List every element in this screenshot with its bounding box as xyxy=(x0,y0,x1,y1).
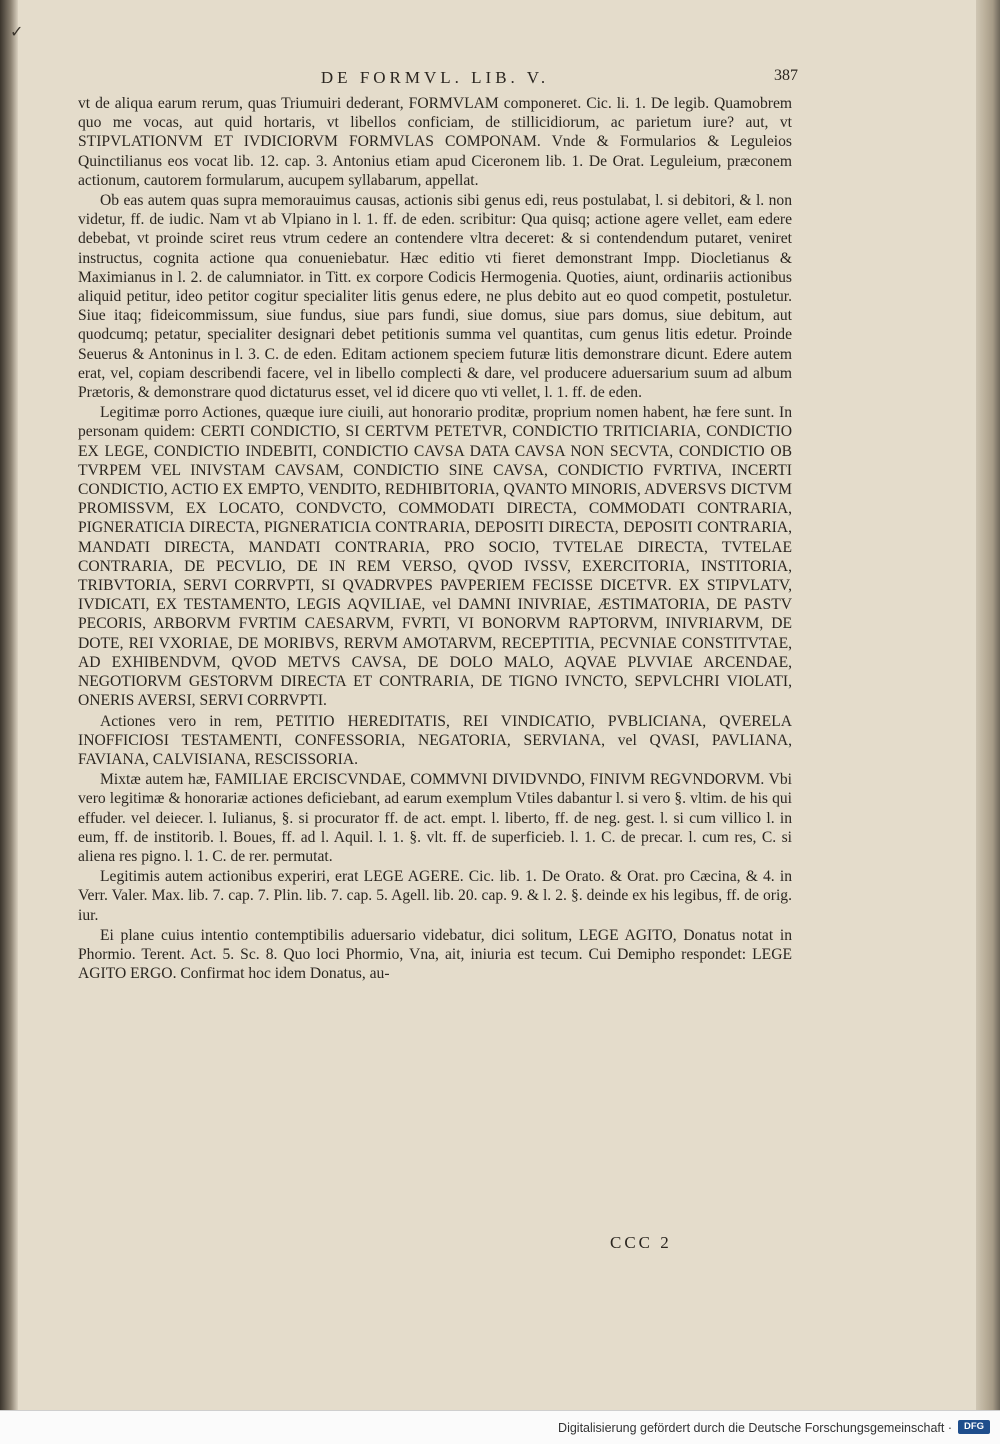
funding-credit: Digitalisierung gefördert durch die Deutsche Forschungsgemeinschaft · xyxy=(558,1421,952,1435)
paragraph: Ob eas autem quas supra memorauimus causas, actionis sibi genus edi, reus postulabat, l. si debitori, & l. non videtur, ff. de iudic. Nam vt ab Vlpiano in l. 1. ff. de eden. scribitur: Qua quisq; actione agere vellet, eam edere debebat, vt proinde sciret reus vtrum cedere an contendere vltra deceret: & si contendendum putaret, veniret instructus, cognita actione qua conueniebatur. Hæc editio vti fieret demonstrant Impp. Diocletianus & Maximianus in l. 2. de calumniator. in Titt. ex corpore Codicis Hermogenia. Quoties, aiunt, ordinariis actionibus aliquid petitur, ideo petitor cogitur specialiter litis genus edere, ne plus debito aut eo quod competit, postuletur. Siue itaq; fideicommissum, siue fundus, siue pars fundi, siue domus, siue pars domus, siue debitum, aut quodcumq; petatur, specialiter designari debet petitionis summa vel quantitas, cum genus litis edetur. Proinde Seuerus & Antoninus in l. 3. C. de eden. Editam actionem speciem futuræ litis demonstrare dicunt. Edere autem erat, vel, copiam describendi facere, vel in libello complecti & dare, vel producere aduersarium suum ad album Prætoris, & demonstrare quod dictaturus esset, vel id dicere quo vti vellet, l. 1. ff. de eden. xyxy=(78,192,792,402)
dfg-logo-icon: DFG xyxy=(958,1420,990,1434)
paragraph: vt de aliqua earum rerum, quas Triumuiri dederant, FORMVLAM componeret. Cic. li. 1. De legib. Quamobrem quo me vocas, aut quid hortaris, vt libellos conficiam, de stillicidiorum, ac parietum iure? aut, vt STIPVLATIONVM ET IVDICIORVM FORMVLAS COMPONAM. Vnde & Formularios & Leguleios Quinctilianus eos vocat lib. 12. cap. 3. Antonius etiam apud Ciceronem lib. 1. De Orat. Leguleium, præconem actionum, cautorem formularum, aucupem syllabarum, appellat. xyxy=(78,95,792,189)
book-binding-gutter xyxy=(0,0,18,1410)
running-head xyxy=(78,67,798,94)
signature-mark: CCC 2 xyxy=(610,1233,672,1252)
paragraph: Ei plane cuius intentio contemptibilis aduersario videbatur, dici solitum, LEGE AGITO, Donatus notat in Phormio. Terent. Act. 5. Sc. 8. Quo loci Phormio, Vna, ait, iniuria est tecum. Cui Demipho respondet: LEGE AGITO ERGO. Confirmat hoc idem Donatus, au- xyxy=(78,926,792,983)
paragraph: Actiones vero in rem, PETITIO HEREDITATIS, REI VINDICATIO, PVBLICIANA, QVERELA INOFFICIOSI TESTAMENTI, CONFESSORIA, NEGATORIA, SERVIANA, vel QVASI, PAVLIANA, FAVIANA, CALVISIANA, RESCISSORIA. xyxy=(78,712,792,768)
digitization-footer xyxy=(0,1410,1000,1444)
paragraph: Legitimis autem actionibus experiri, erat LEGE AGERE. Cic. lib. 1. De Orato. & Orat. pro Cæcina, & 4. in Verr. Valer. Max. lib. 7. cap. 7. Plin. lib. 7. cap. 5. Agell. lib. 20. cap. 9. & l. 2. §. deinde ex his legibus, ff. de orig. iur. xyxy=(78,868,792,924)
page-edge xyxy=(976,0,1000,1410)
paragraph: Mixtæ autem hæ, FAMILIAE ERCISCVNDAE, COMMVNI DIVIDVNDO, FINIVM REGVNDORVM. Vbi vero legitimæ & honorariæ actiones deficiebant, ad earum exemplum Vtiles dabantur l. si vero §. vltim. de his qui effuder. vel deiecer. l. Iulianus, §. si procurator ff. de act. empt. l. liberto, ff. de neg. gest. l. si cum villico l. in eum, ff. de institorib. l. Boues, ff. ad l. Aquil. l. 1. §. vlt. ff. de superficieb. l. 1. C. de precar. l. cum res, C. si aliena res pigno. l. 1. C. de rer. permutat. xyxy=(78,771,792,865)
page-number: 387 xyxy=(774,67,798,84)
text-block xyxy=(78,67,798,984)
margin-mark: ✓ xyxy=(10,24,24,41)
paragraph: Legitimæ porro Actiones, quæque iure ciuili, aut honorario proditæ, proprium nomen habent, hæ fere sunt. In personam quidem: CERTI CONDICTIO, SI CERTVM PETETVR, CONDICTIO TRITICIARIA, CONDICTIO EX LEGE, CONDICTIO INDEBITI, CONDICTIO CAVSA DATA CAVSA NON SECVTA, CONDICTIO OB TVRPEM VEL INIVSTAM CAVSAM, CONDICTIO SINE CAVSA, CONDICTIO FVRTIVA, INCERTI CONDICTIO, ACTIO EX EMPTO, VENDITO, REDHIBITORIA, QVANTO MINORIS, ADVERSVS DICTVM PROMISSVM, EX LOCATO, CONDVCTO, COMMODATI DIRECTA, COMMODATI CONTRARIA, PIGNERATICIA DIRECTA, PIGNERATICIA CONTRARIA, DEPOSITI DIRECTA, DEPOSITI CONTRARIA, MANDATI DIRECTA, MANDATI CONTRARIA, PRO SOCIO, TVTELAE DIRECTA, TVTELAE CONTRARIA, DE PECVLIO, DE IN REM VERSO, QVOD IVSSV, EXERCITORIA, INSTITORIA, TRIBVTORIA, SERVI CORRVPTI, SI QVADRVPES PAVPERIEM FECISSE DICETVR. EX STIPVLATV, IVDICATI, EX TESTAMENTO, LEGIS AQVILIAE, vel DAMNI INIVRIAE, ÆSTIMATORIA, DE PASTV PECORIS, ARBORVM FVRTIM CAESARVM, FVRTI, VI BONORVM RAPTORVM, INIVRIARVM, DE DOTE, REI VXORIAE, DE MORIBVS, RERVM AMOTARVM, RECEPTITIA, PECVNIAE CONSTITVTAE, AD EXHIBENDVM, QVOD METVS CAVSA, DE DOLO MALO, AQVAE PLVVIAE ARCENDAE, NEGOTIORVM GESTORVM DIRECTA ET CONTRARIA, DE TIGNO IVNCTO, SEPVLCHRI VIOLATI, ONERIS AVERSI, SERVI CORRVPTI. xyxy=(78,404,792,710)
running-title: DE FORMVL. LIB. V. xyxy=(320,68,550,87)
